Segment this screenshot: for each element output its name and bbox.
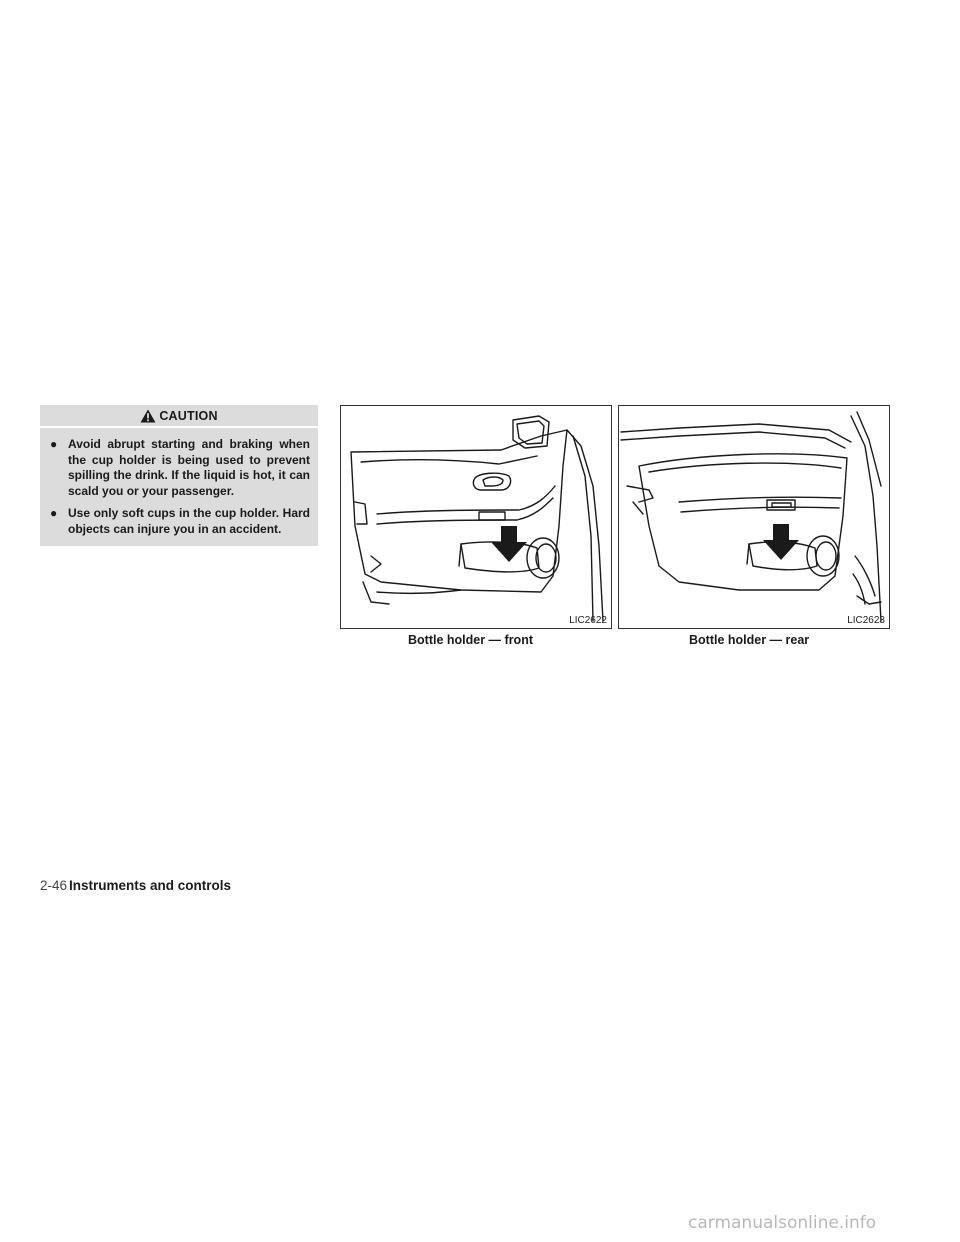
caution-item-text: Use only soft cups in the cup holder. Hard objects can injure you in an accident.	[68, 506, 310, 536]
caution-item	[48, 506, 310, 537]
figure-bottle-holder-rear	[618, 405, 890, 629]
bullet-icon: ●	[50, 506, 58, 520]
caution-list	[40, 428, 318, 537]
figure-bottle-holder-front	[340, 405, 612, 629]
page-footer	[40, 878, 231, 893]
down-arrow-icon	[491, 526, 527, 562]
caution-box	[40, 405, 318, 546]
down-arrow-icon	[763, 524, 799, 560]
caution-item	[48, 437, 310, 499]
figure-caption-rear: Bottle holder — rear	[689, 633, 810, 647]
page-number: 2-46	[40, 878, 68, 893]
caution-item-text: Avoid abrupt starting and braking when the cup holder is being used to prevent spilling the drink. If the liquid is hot, it can scald you or your passenger.	[68, 437, 310, 498]
caution-header	[40, 405, 318, 428]
figure-code: LIC2623	[847, 615, 885, 626]
warning-triangle-icon	[140, 409, 156, 423]
rear-door-illustration	[619, 406, 891, 630]
figure-code: LIC2622	[569, 615, 607, 626]
caution-title: CAUTION	[159, 408, 218, 423]
section-title: Instruments and controls	[69, 878, 232, 893]
watermark: carmanualsonline.info	[688, 1213, 877, 1233]
bullet-icon: ●	[50, 437, 58, 451]
front-door-illustration	[341, 406, 613, 630]
figure-caption-front: Bottle holder — front	[408, 633, 533, 647]
